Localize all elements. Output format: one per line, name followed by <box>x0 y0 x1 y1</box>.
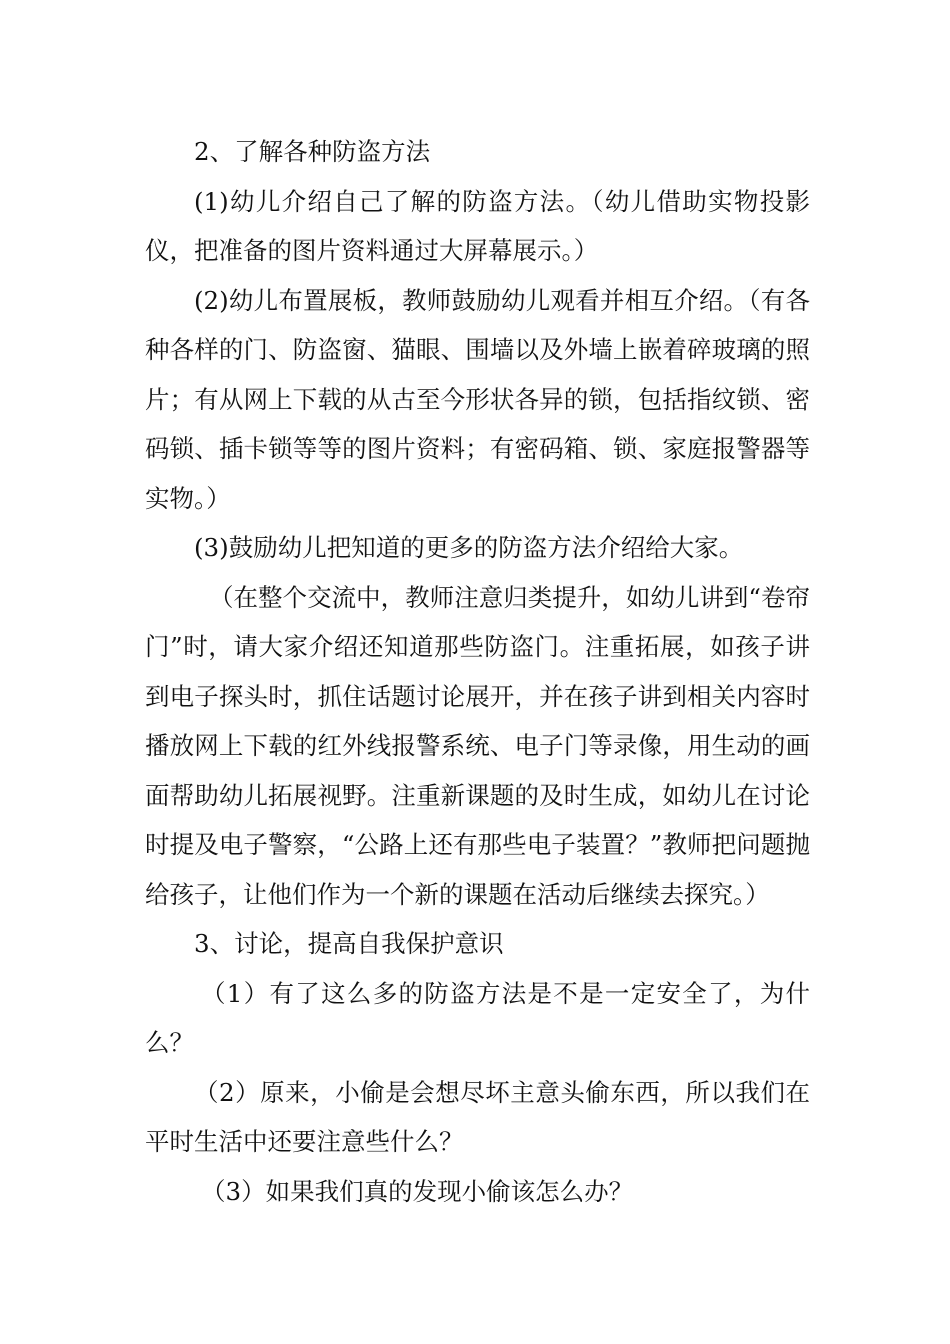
section-heading-2: 2、了解各种防盗方法 <box>194 137 431 166</box>
paragraph-item-3: (3)鼓励幼儿把知道的更多的防盗方法介绍给大家。 <box>194 533 744 562</box>
section-heading-3: 3、讨论，提高自我保护意识 <box>194 929 504 958</box>
document-body <box>145 127 810 1216</box>
question-3: （3）如果我们真的发现小偷该怎么办？ <box>201 1176 634 1206</box>
paragraph-note: （在整个交流中，教师注意归类提升，如幼儿讲到“卷帘门”时，请大家介绍还知道那些防盗门。注重拓展，如孩子讲到电子探头时，抓住话题讨论展开，并在孩子讲到相关内容时播放网上下载的红外线报警系统、电子门等录像，用生动的画面帮助幼儿拓展视野。注重新课题的及时生成，如幼儿在讨论时提及电子警察，“公路上还有那些电子装置？”教师把问题抛给孩子，让他们作为一个新的课题在活动后继续去探究。） <box>145 582 810 909</box>
question-1: （1）有了这么多的防盗方法是不是一定安全了，为什么？ <box>145 978 810 1057</box>
paragraph-item-2: (2)幼儿布置展板，教师鼓励幼儿观看并相互介绍。（有各种各样的门、防盗窗、猫眼、围墙以及外墙上嵌着碎玻璃的照片；有从网上下载的从古至今形状各异的锁，包括指纹锁、密码锁、插卡锁等等的图片资料；有密码箱、锁、家庭报警器等实物。） <box>145 285 810 513</box>
question-2: （2）原来，小偷是会想尽坏主意头偷东西，所以我们在平时生活中还要注意些什么？ <box>145 1077 810 1156</box>
paragraph-item-1: (1)幼儿介绍自己了解的防盗方法。（幼儿借助实物投影仪，把准备的图片资料通过大屏幕展示。） <box>145 186 810 265</box>
